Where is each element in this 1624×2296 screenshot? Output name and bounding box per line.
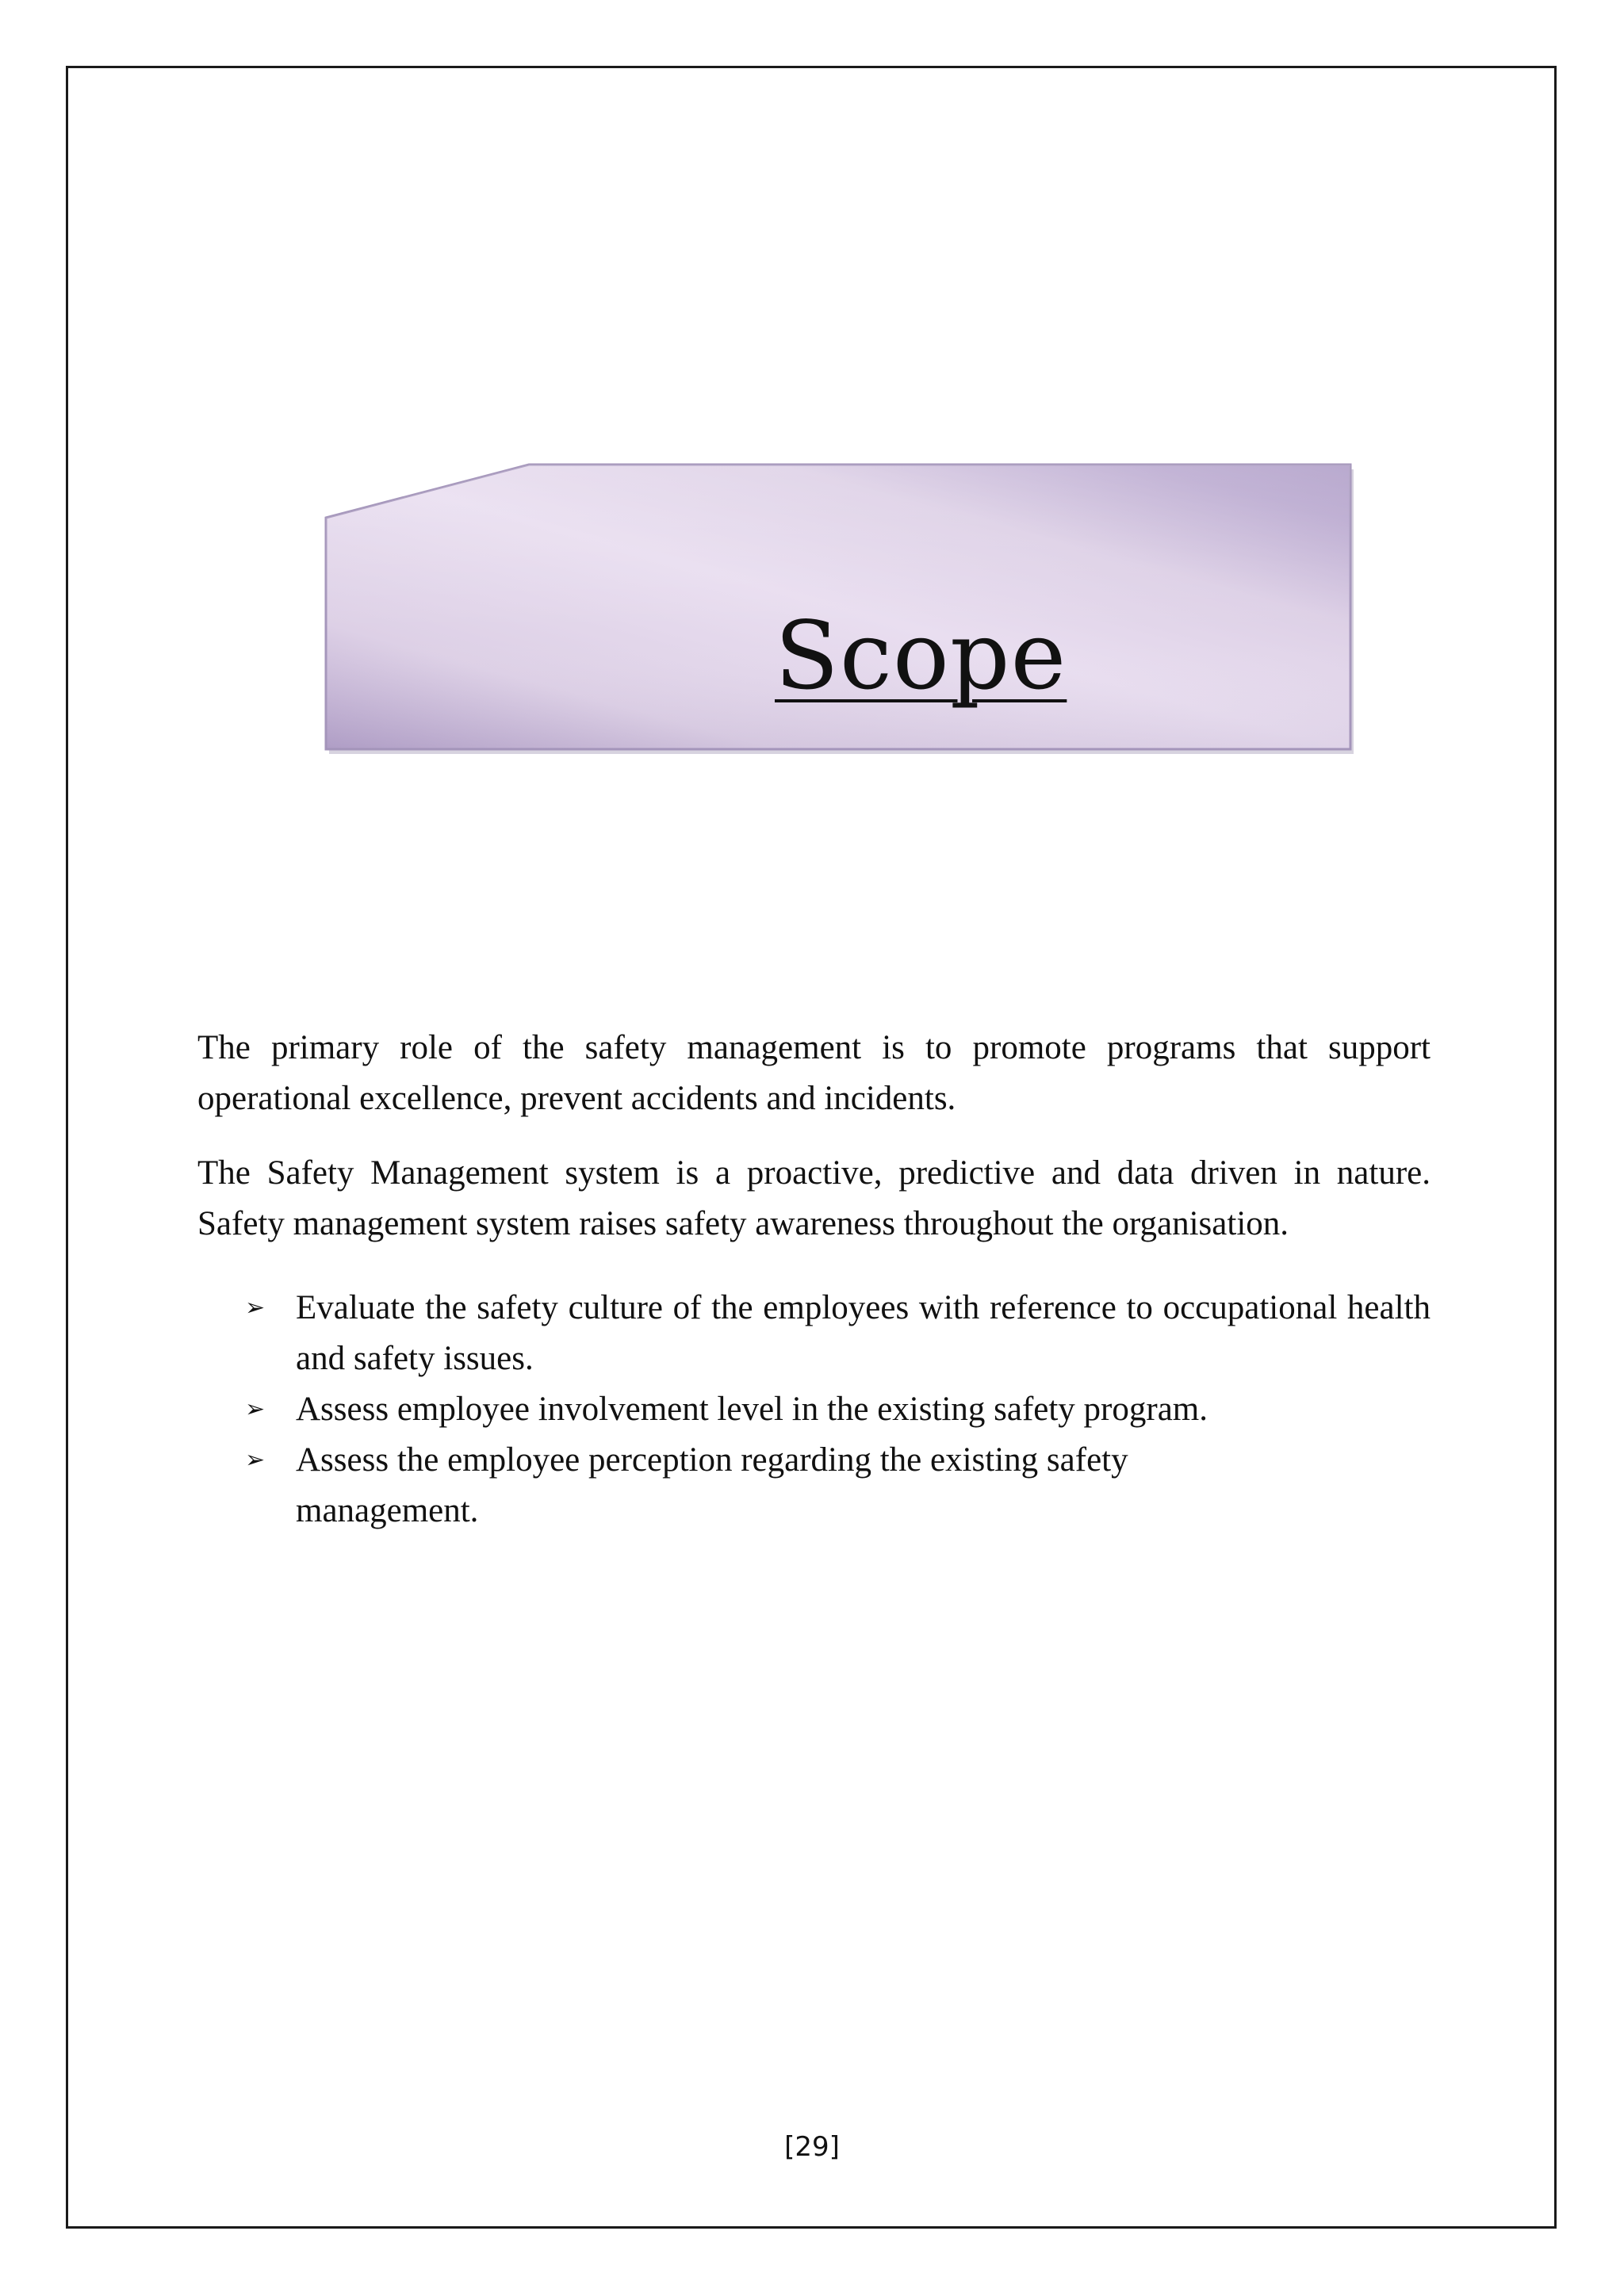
paragraph-1: The primary role of the safety management is to promote programs that support operational excellence, prevent accidents and incidents.	[197, 1029, 1431, 1117]
main-content	[197, 1023, 1431, 1536]
list-item	[245, 1384, 1431, 1435]
list-item-text: Assess the employee perception regarding the existing safety management.	[296, 1441, 1128, 1529]
arrow-bullet-icon: ➢	[245, 1446, 266, 1474]
arrow-bullet-icon: ➢	[245, 1294, 266, 1322]
list-item-text: Evaluate the safety culture of the employees with reference to occupational health and safety issues.	[296, 1289, 1431, 1377]
paragraph-2: The Safety Management system is a proactive, predictive and data driven in nature. Safety management system raises safety awareness throughout the organisation.	[197, 1154, 1431, 1242]
arrow-bullet-icon: ➢	[245, 1395, 266, 1423]
list-item	[245, 1283, 1431, 1384]
title-banner	[323, 462, 1354, 756]
list-item	[245, 1435, 1431, 1536]
bullet-list	[197, 1283, 1431, 1536]
list-item-text: Assess employee involvement level in the existing safety program.	[296, 1391, 1208, 1428]
page-number: [29]	[784, 2131, 840, 2163]
page-title: Scope	[775, 601, 1067, 710]
